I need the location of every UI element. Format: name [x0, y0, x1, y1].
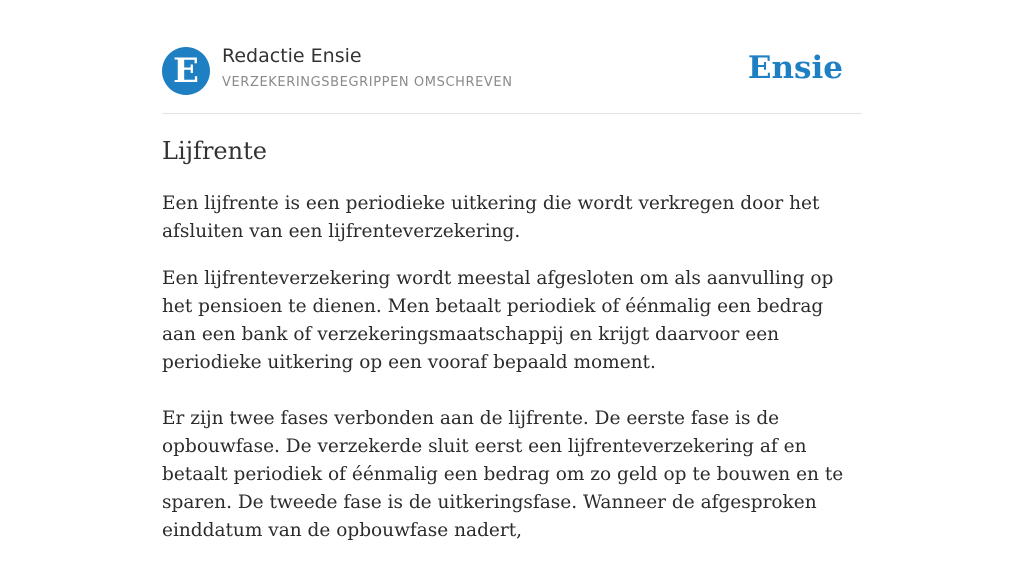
brand-logo[interactable]: Ensie — [747, 50, 843, 86]
header — [162, 0, 862, 114]
page-container — [162, 0, 862, 541]
author-name[interactable]: Redactie Ensie — [222, 45, 362, 67]
article-paragraph: Een lijfrenteverzekering wordt meestal afgesloten om als aanvulling op het pensioen te dienen. Men betaalt periodiek of éénmalig een bedrag aan een bank of verzekeringsmaatschappij en krijgt daarvoor een periodieke uitkering op een vooraf bepaald moment. — [162, 268, 834, 373]
article-title: Lijfrente — [162, 137, 267, 165]
article-paragraph: Een lijfrente is een periodieke uitkering die wordt verkregen door het afsluiten van een lijfrenteverzekering. — [162, 193, 820, 242]
author-tagline: VERZEKERINGSBEGRIPPEN OMSCHREVEN — [222, 75, 513, 90]
article-paragraph: Er zijn twee fases verbonden aan de lijfrente. De eerste fase is de opbouwfase. De verzekerde sluit eerst een lijfrenteverzekering af en betaalt periodiek of éénmalig een bedrag om zo geld op te bouwen en te sparen. De tweede fase is de uitkeringsfase. Wanneer de afgesproken einddatum van de opbouwfase nadert, — [162, 408, 844, 541]
author-avatar[interactable]: E — [162, 47, 210, 95]
article-body — [162, 190, 862, 564]
